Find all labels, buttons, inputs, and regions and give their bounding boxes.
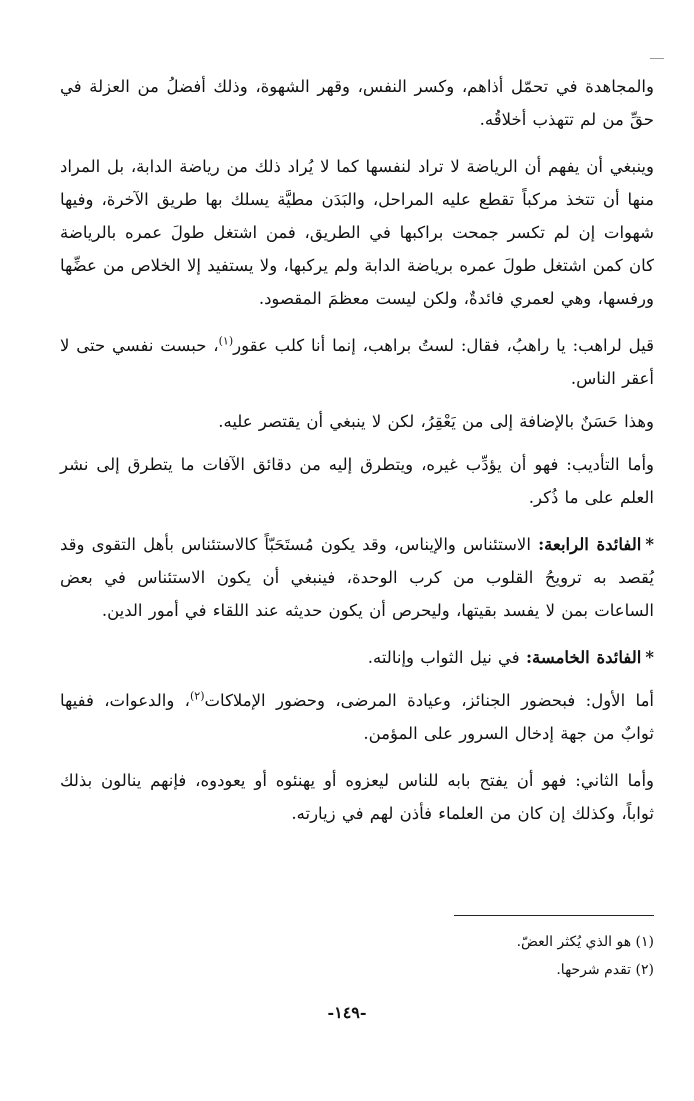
paragraph-hasan: وهذا حَسَنٌ بالإضافة إلى من يَعْقِرُ، لكن لا ينبغي أن يقتصر عليه. bbox=[218, 412, 654, 431]
benefit-five-label: الفائدة الخامسة: bbox=[525, 648, 642, 667]
footnote-2: (٢) تقدم شرحها. bbox=[556, 962, 654, 978]
benefit-five-text: في نيل الثواب وإنالته. bbox=[367, 648, 520, 667]
benefit-four-text: الاستئناس والإيناس، وقد يكون مُستَحَبّاً كالاستئناس بأهل التقوى وقد يُقصد به ترويحُ القلوب من كرب الوحدة، فينبغي أن يكون الاستئناس في بعض الساعات بمن لا يفسد بقيتها، وليحرص أن يكون حديثه عند اللقاء في أمور الدين. bbox=[60, 535, 654, 620]
benefit-four-label: الفائدة الرابعة: bbox=[538, 535, 642, 554]
footnotes bbox=[60, 928, 654, 984]
paragraph-first bbox=[60, 684, 654, 750]
footnote-ref-2[interactable]: (٢) bbox=[190, 689, 205, 703]
monk-text-after: ، حبست نفسي حتى لا أعقر الناس. bbox=[60, 336, 654, 388]
paragraph-monk bbox=[60, 329, 654, 395]
corner-mark bbox=[650, 58, 664, 59]
monk-text-before: قيل لراهب: يا راهبُ، فقال: لستُ براهب، إنما أنا كلب عقور bbox=[233, 336, 654, 355]
paragraph-benefit-four bbox=[60, 528, 654, 627]
page-number: -١٤٩- bbox=[327, 1003, 367, 1022]
star-icon: * bbox=[645, 535, 654, 554]
first-text-after: ، والدعوات، ففيها ثوابٌ من جهة إدخال السرور على المؤمن. bbox=[60, 691, 654, 743]
paragraph-riyada: وينبغي أن يفهم أن الرياضة لا تراد لنفسها كما لا يُراد ذلك من رياضة الدابة، بل المراد منها أن تتخذ مركباً تقطع عليه المراحل، والبَدَن مطيَّة يسلك بها طريق الآخرة، وفيها شهوات إن لم تكسر جمحت براكبها في الطريق، فمن اشتغل طولَ عمره بالرياضة كان كمن اشتغل طولَ عمره برياضة الدابة ولم يركبها، ولا يستفيد إلا الخلاص من عضِّها ورفسها، وهي لعمري فائدةٌ، ولكن ليست معظمَ المقصود. bbox=[60, 157, 654, 308]
first-text-before: أما الأول: فبحضور الجنائز، وعيادة المرضى، وحضور الإملاكات bbox=[204, 691, 654, 710]
star-icon: * bbox=[645, 648, 654, 667]
paragraph-mujahada: والمجاهدة في تحمّل أذاهم، وكسر النفس، وقهر الشهوة، وذلك أفضلُ من العزلة في حقِّ من لم تتهذب أخلاقُه. bbox=[60, 77, 654, 129]
footnote-1: (١) هو الذي يُكثر العضّ. bbox=[516, 934, 654, 950]
paragraph-benefit-five bbox=[60, 641, 654, 674]
footnote-ref-1[interactable]: (١) bbox=[218, 334, 234, 348]
footnote-divider bbox=[454, 915, 654, 916]
paragraph-second: وأما الثاني: فهو أن يفتح بابه للناس ليعزوه أو يهنئوه أو يعودوه، فإنهم ينالون بذلك ثواباً، وكذلك إن كان من العلماء فأذن لهم في زيارته. bbox=[60, 771, 654, 823]
paragraph-tadib: وأما التأديب: فهو أن يؤدِّب غيره، ويتطرق إليه من دقائق الآفات ما يتطرق إلى نشر العلم على ما ذُكر. bbox=[60, 455, 654, 507]
page-body bbox=[60, 70, 654, 844]
